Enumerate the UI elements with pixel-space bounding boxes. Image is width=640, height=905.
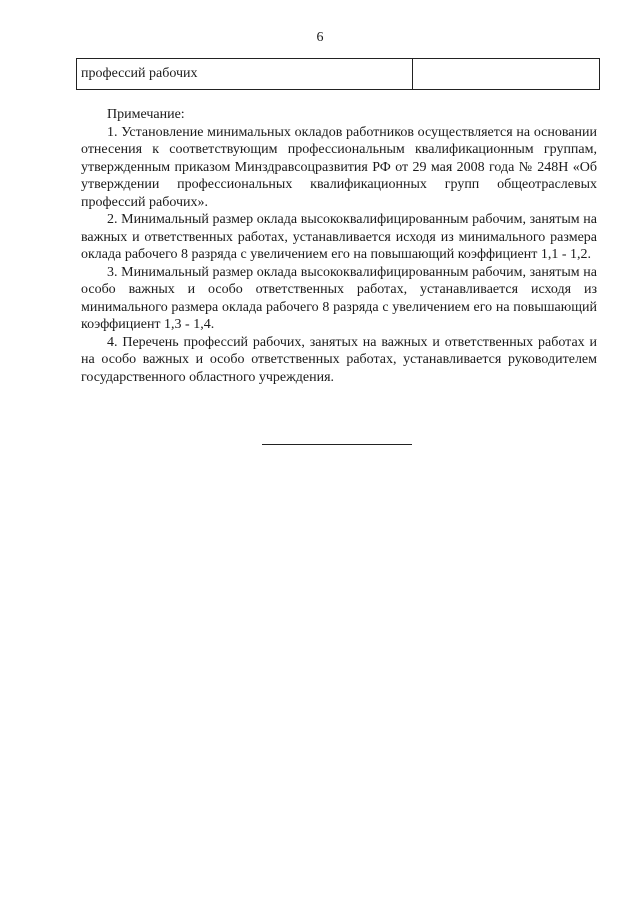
table-cell-empty (412, 59, 599, 90)
end-of-document-rule (262, 444, 412, 445)
notes-heading: Примечание: (107, 107, 185, 122)
table-cell-profession-group: профессий рабочих (77, 59, 413, 90)
salary-table-fragment (76, 58, 600, 90)
notes-section (81, 106, 597, 386)
page-number: 6 (316, 30, 324, 45)
table-row (77, 59, 600, 90)
note-item-2: 2. Минимальный размер оклада высококвалифицированным рабочим, занятым на важных и ответственных работах, устанавливается исходя из минимального размера оклада рабочего 8 разряда с увеличением его на повышающий коэффициент 1,1 - 1,2. (81, 212, 597, 262)
note-item-3: 3. Минимальный размер оклада высококвалифицированным рабочим, занятым на особо важных и особо ответственных работах, устанавливается исходя из минимального размера оклада рабочего 8 разряда с увеличением его на повышающий коэффициент 1,3 - 1,4. (81, 264, 597, 332)
note-item-4: 4. Перечень профессий рабочих, занятых на важных и ответственных работах и на особо важных и особо ответственных работах, устанавливается руководителем государственного областного учреждения. (81, 334, 597, 385)
note-item-1: 1. Установление минимальных окладов работников осуществляется на основании отнесения к соответствующим профессиональным квалификационным группам, утвержденным приказом Минздравсоцразвития РФ от 29 мая 2008 года № 248Н «Об утверждении профессиональных квалификационных групп общеотраслевых профессий рабочих». (81, 124, 597, 210)
